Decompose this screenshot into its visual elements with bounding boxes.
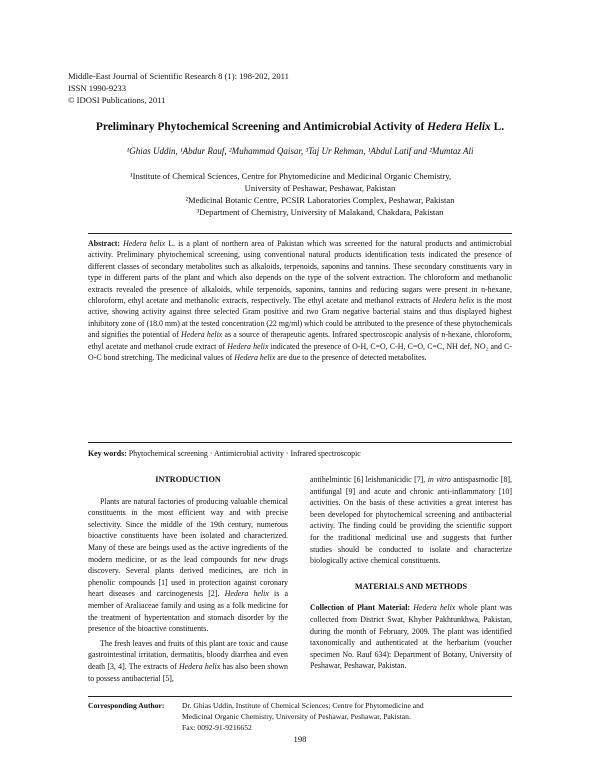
introduction-heading: INTRODUCTION: [155, 475, 221, 484]
page-number: 198: [293, 734, 307, 744]
copyright: © IDOSI Publications, 2011: [68, 95, 166, 105]
affiliations: [130, 170, 510, 218]
abstract-bottom-rule: [88, 442, 512, 443]
journal-header: [68, 70, 289, 106]
affiliation-3: ³Department of Chemistry, University of Malakand, Chakdara, Pakistan: [196, 207, 444, 217]
affiliation-2: ²Medicinal Botanic Centre, PCSIR Laboratories Complex, Peshawar, Pakistan: [185, 195, 455, 205]
title-species: Hedera Helix: [427, 121, 491, 133]
abstract-top-rule: [88, 233, 512, 234]
affiliation-1-cont: University of Peshawar, Peshawar, Pakistan: [244, 183, 396, 193]
intro-paragraph-continued: antihelmintic [6] leishmanicidic [7], in vitro antispasmodic [8], antifungal [9] and acute and chronic anti-inflammatory [10] activities. On the basis of these activities a great interest has been developed for phytochemical screening and antibacterial activity. The finding could be providing the scientific support for the traditional medicinal use and suggests that further studies should be conducted to isolate and characterize biologically active chemical constituents.: [310, 475, 513, 566]
intro-paragraph-1: Plants are natural factories of producing valuable chemical constituents in the most efficient way and with precise selectivity. Since the middle of the 19th century, numerous bioactive constituents have been isolated and characterized. Many of these are beings used as the active ingredients of the modern medicine, or as the lead compounds for new drugs discovery. Several plants derived medicines, are rich in phenolic compounds [1] used in protection against coronary heart diseases and carcinogenesis [2]. Hedera helix is a member of Araliaceae family and using as a folk medicine for the treatment of hypertentation and stomach disorder by the presence of the bioactive constituents.: [88, 496, 288, 634]
journal-citation: Middle-East Journal of Scientific Research 8 (1): 198-202, 2011: [68, 71, 289, 81]
intro-paragraph-2: The fresh leaves and fruits of this plant are toxic and cause gastrointestinal irritation, dermatitis, bloody diarrhea and even death [3, 4]. The extracts of Hedera helix has also been shown to possess antibacterial [5],: [88, 638, 288, 683]
right-column: [310, 474, 512, 672]
paper-title: Preliminary Phytochemical Screening and Antimicrobial Activity of Hedera Helix L.: [95, 121, 505, 133]
abstract: Abstract: Hedera helix L. is a plant of northern area of Pakistan which was screened for the natural products and antimicrobial activity. Preliminary phytochemical screening, using conventional natural products identification tests indicated the presence of different classes of secondary metabolites such as alkaloids, terpenoids, saponins and tannins. These secondary constituents vary in type in different parts of the plant and which also depends on the type of the solvent extraction. The chloroform and methanolic extracts revealed the presence of alkaloids, while terpenoids, saponins, tannins and reducing sugars were present in n-hexane, chloroform, ethyl acetate and methanolic extracts, respectively. The ethyl acetate and methanol extracts of Hedera helix is the most active, showing activity against three selected Gram positive and two Gram negative bacterial stains and thus displayed highest inhibitory zone of (18.0 mm) at the tested concentration (22 mg/ml) which could be attributed to the presence of these phytochemicals and signifies the potential of Hedera helix as a source of therapeutic agents. Infrared spectroscopic analysis of n-hexane, chloroform, ethyl acetate and methanol crude extract of Hedera helix indicated the presence of O-H, C=O, C-H, C=O, C=C, NH def, NO₂ and C-O-C bond stretching. The medicinal values of Hedera helix are due to the presence of detected metabolites.: [88, 239, 512, 363]
corresponding-label: Corresponding Author:: [88, 701, 165, 710]
issn: ISSN 1990-9233: [68, 83, 127, 93]
keywords: Key words: Phytochemical screening · Antimicrobial activity · Infrared spectroscopic: [88, 449, 361, 458]
affiliation-1: ¹Institute of Chemical Sciences, Centre for Phytomedicine and Medicinal Organic Chemistry,: [130, 171, 452, 181]
author-list: ¹Ghias Uddin, ¹Abdur Rauf, ²Muhammad Qaisar, ³Taj Ur Rehman, ¹Abdul Latif and ²Mumtaz Ali: [126, 146, 474, 156]
left-column: [88, 474, 288, 684]
materials-heading: MATERIALS AND METHODS: [354, 581, 468, 591]
collection-paragraph: Collection of Plant Material: Hedera helix whole plant was collected from District Swat, Khyber Pakhtunkhwa, Pakistan, during the month of February, 2009. The plant was identified taxonomically and authenticated at the herbarium (voucher specimen No. Rauf 634): Department of Botany, University of Peshawar, Peshawar, Pakistan.: [310, 603, 512, 671]
footnote-rule: [88, 696, 512, 697]
